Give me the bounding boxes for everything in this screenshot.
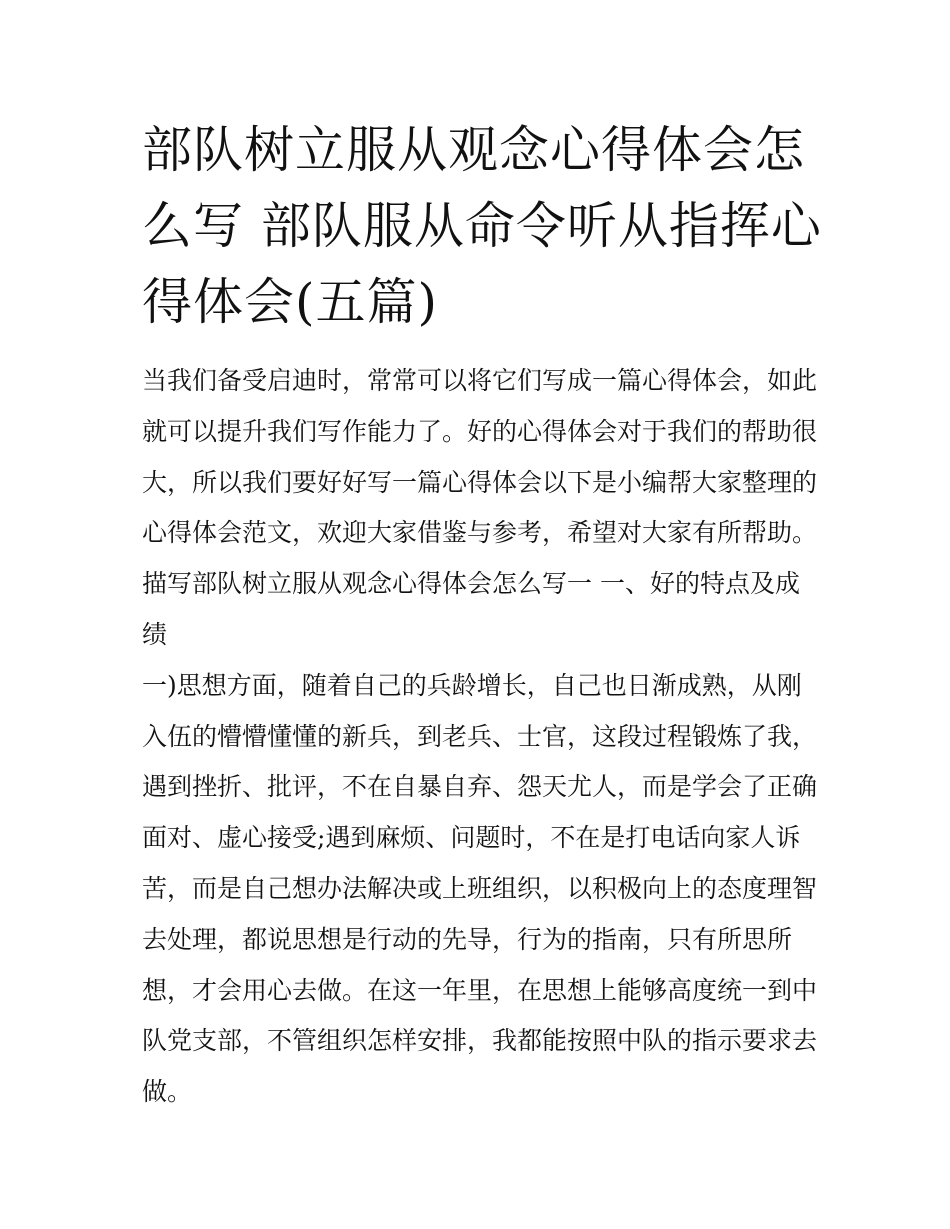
body-line: 心得体会范文，欢迎大家借鉴与参考，希望对大家有所帮助。 (142, 518, 818, 548)
body-line: 队党支部，不管组织怎样安排，我都能按照中队的指示要求去 (142, 1026, 818, 1056)
body-line: 遇到挫折、批评，不在自暴自弃、怨天尤人，而是学会了正确 (142, 772, 818, 802)
body-line: 去处理，都说思想是行动的先导，行为的指南，只有所思所 (142, 924, 793, 954)
body-line: 大，所以我们要好好写一篇心得体会以下是小编帮大家整理的 (142, 467, 818, 497)
title-line: 部队树立服从观念心得体会怎 (142, 121, 805, 179)
body-line: 当我们备受启迪时，常常可以将它们写成一篇心得体会，如此 (142, 366, 818, 395)
body-line: 苦，而是自己想办法解决或上班组织，以积极向上的态度理智 (142, 873, 818, 903)
body-line: 面对、虚心接受;遇到麻烦、问题时，不在是打电话向家人诉 (142, 823, 801, 853)
document-title (142, 112, 832, 340)
body-line: 想，才会用心去做。在这一年里，在思想上能够高度统一到中 (142, 975, 818, 1005)
body-line: 一)思想方面，随着自己的兵龄增长，自己也日渐成熟，从刚 (142, 670, 802, 700)
body-line: 入伍的懵懵懂懂的新兵，到老兵、士官，这段过程锻炼了我， (142, 721, 818, 751)
title-line: 么写 部队服从命令听从指挥心 (142, 197, 822, 255)
body-line: 做。 (142, 1077, 193, 1107)
document-body (142, 356, 822, 1118)
body-line: 绩 (142, 619, 168, 649)
title-line: 得体会(五篇) (142, 273, 439, 331)
body-line: 描写部队树立服从观念心得体会怎么写一 一、好的特点及成 (142, 569, 800, 599)
body-line: 就可以提升我们写作能力了。好的心得体会对于我们的帮助很 (142, 416, 818, 446)
